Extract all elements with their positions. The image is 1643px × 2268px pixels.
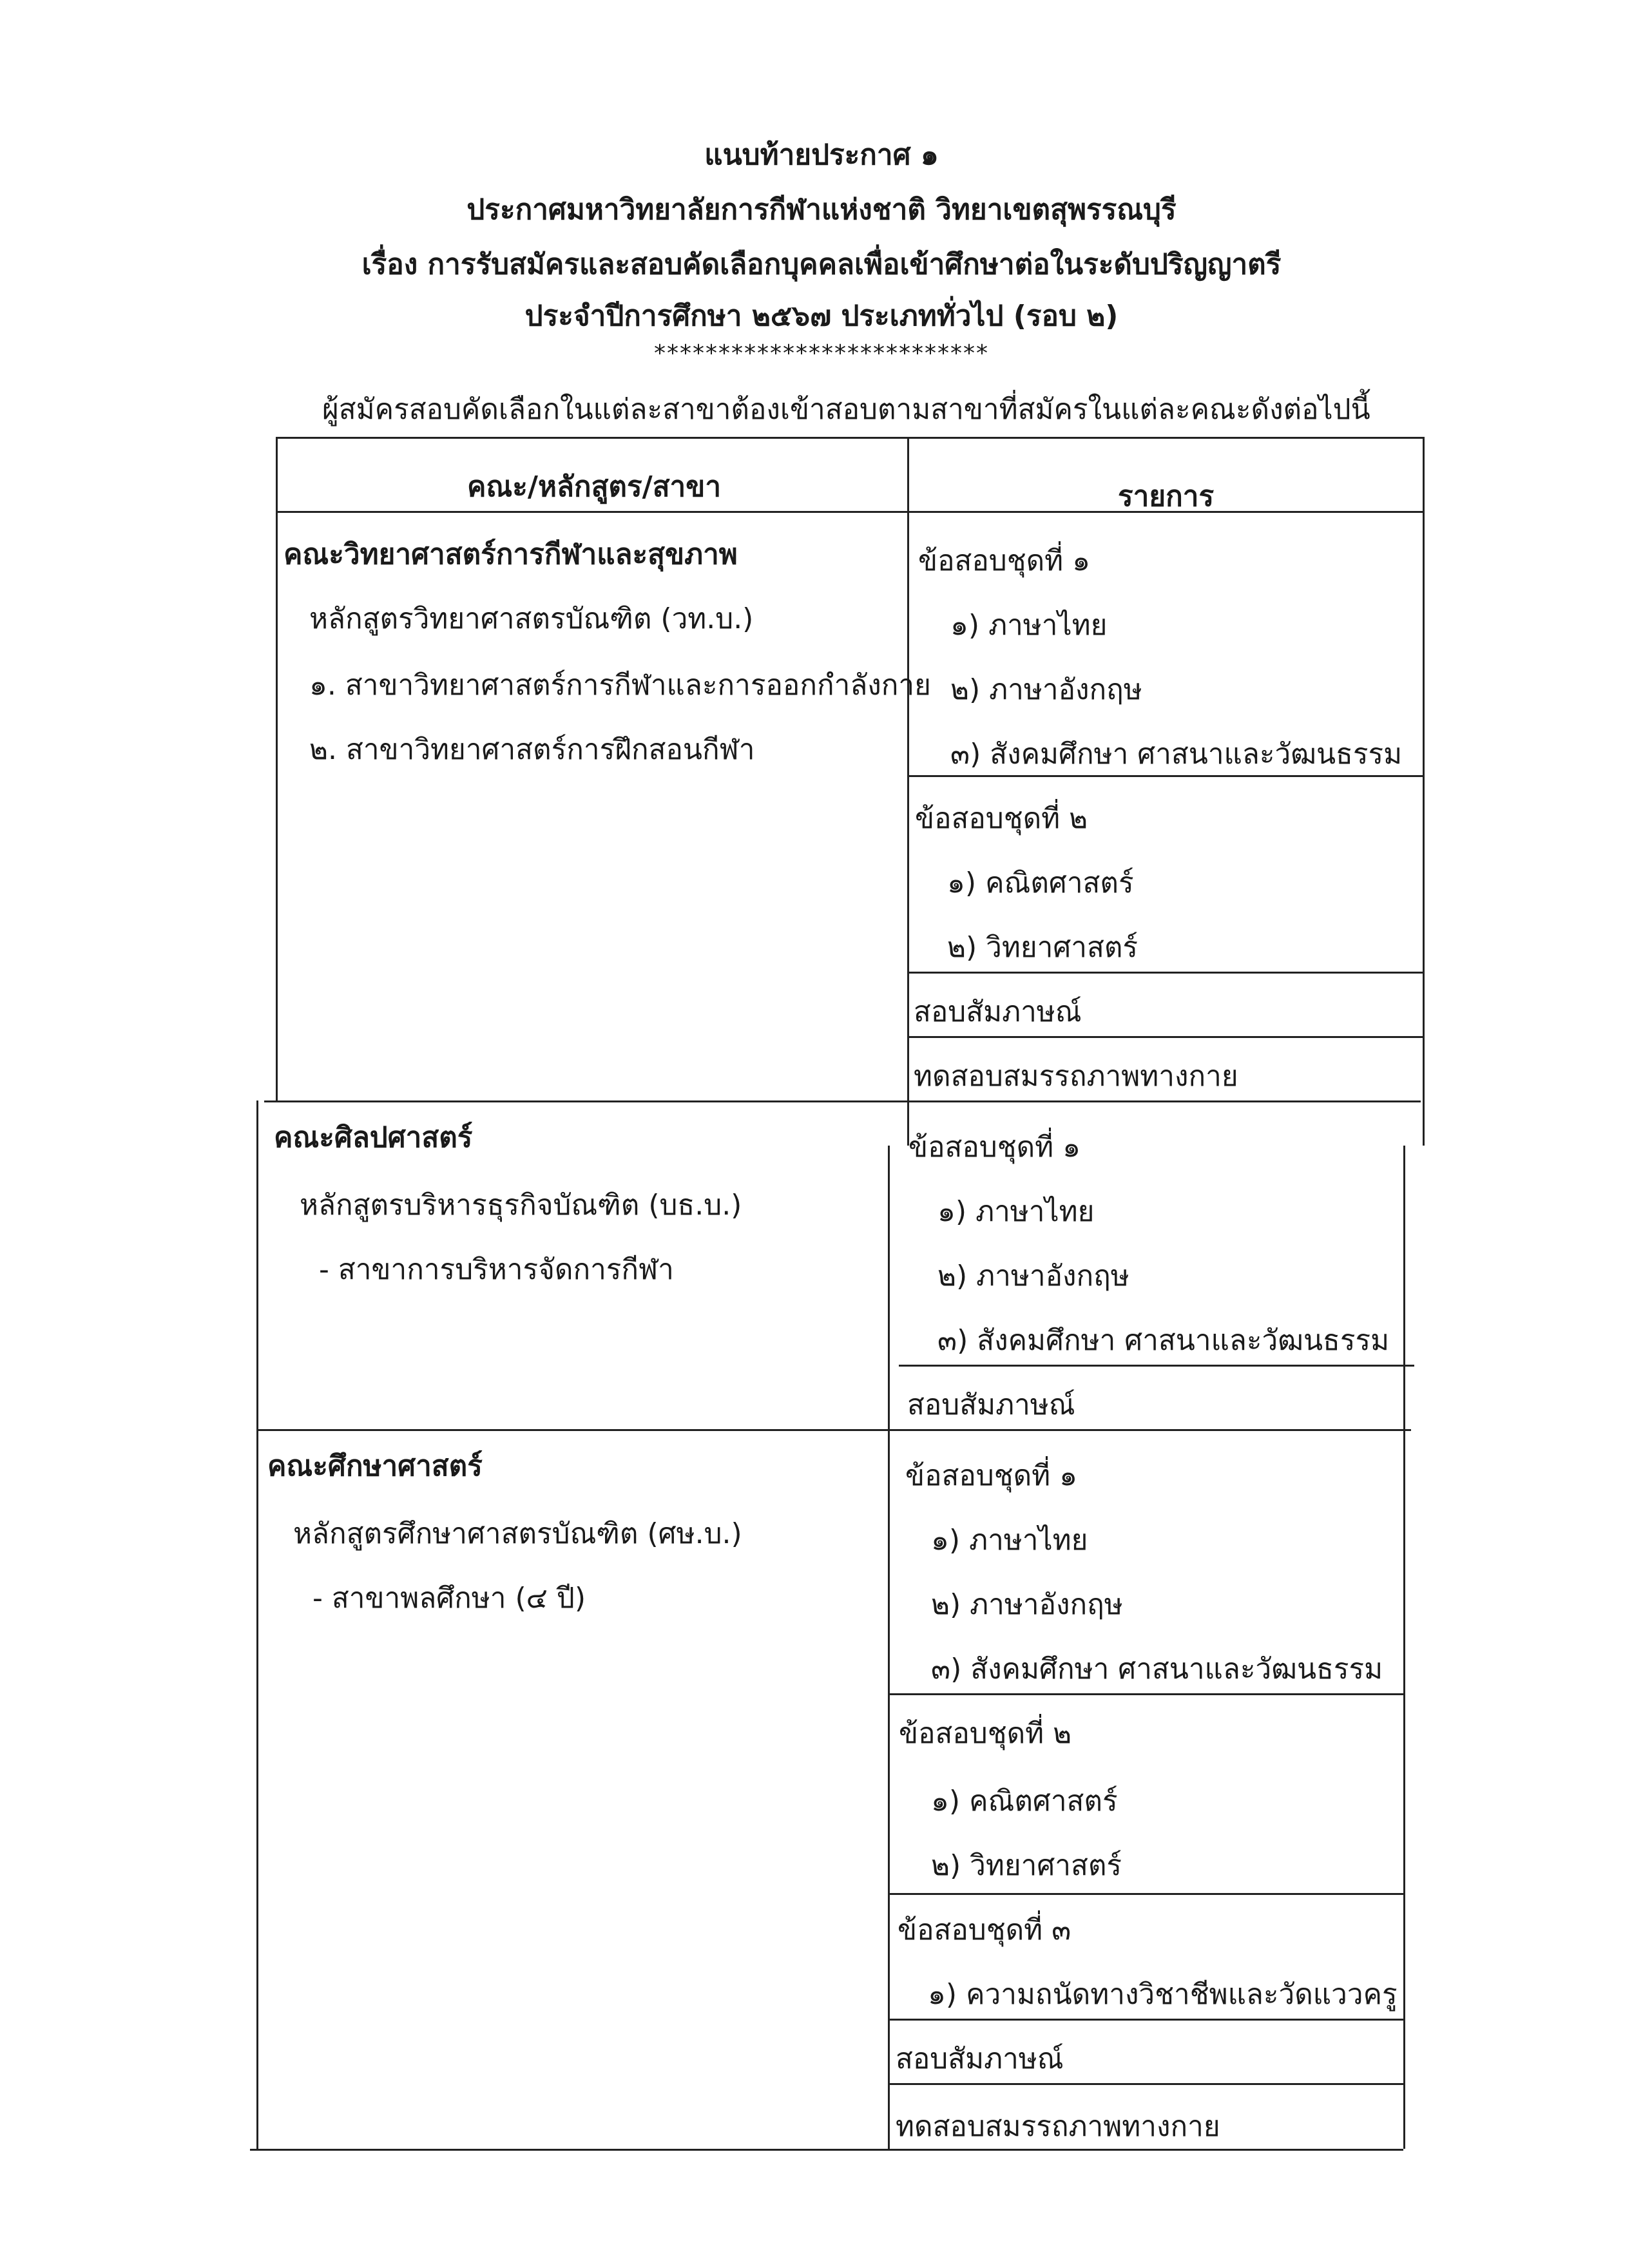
exam-subject: ๒) ภาษาอังกฤษ <box>950 673 1142 706</box>
exam-subject: ๒) ภาษาอังกฤษ <box>937 1260 1129 1293</box>
exam-set-title: ข้อสอบชุดที่ ๓ <box>898 1914 1071 1946</box>
column-divider-2 <box>888 1146 890 2149</box>
item-divider <box>888 2083 1403 2085</box>
table-left-border-2 <box>256 1100 258 2149</box>
faculty-divider-2 <box>258 1429 1411 1431</box>
subject-line: เรื่อง การรับสมัครและสอบคัดเลือกบุคคลเพื่อเข้าศึกษาต่อในระดับปริญญาตรี <box>361 248 1282 281</box>
interview-item: สอบสัมภาษณ์ <box>896 2042 1064 2075</box>
faculty-name: คณะศิลปศาสตร์ <box>274 1121 473 1154</box>
exam-set-title: ข้อสอบชุดที่ ๒ <box>915 802 1088 835</box>
major-item: - สาขาการบริหารจัดการกีฬา <box>319 1253 674 1286</box>
program-name: หลักสูตรบริหารธุรกิจบัณฑิต (บธ.บ.) <box>300 1189 742 1222</box>
exam-subject: ๑) ความถนัดทางวิชาชีพและวัดแววครู <box>928 1978 1398 2011</box>
program-name: หลักสูตรศึกษาศาสตรบัณฑิต (ศษ.บ.) <box>293 1517 742 1550</box>
fitness-test-item: ทดสอบสมรรถภาพทางกาย <box>896 2110 1220 2143</box>
interview-item: สอบสัมภาษณ์ <box>907 1389 1075 1421</box>
exam-subject: ๑) ภาษาไทย <box>931 1524 1088 1557</box>
table-right-border-2 <box>1403 1146 1405 2149</box>
table-right-border-1 <box>1423 437 1425 1146</box>
exam-set-title: ข้อสอบชุดที่ ๑ <box>918 544 1091 577</box>
table-top-border <box>276 437 1423 439</box>
exam-subject: ๒) วิทยาศาสตร์ <box>931 1849 1122 1882</box>
item-divider <box>907 972 1423 974</box>
column-header-faculty: คณะ/หลักสูตร/สาขา <box>467 470 722 503</box>
exam-set-title: ข้อสอบชุดที่ ๒ <box>899 1717 1072 1750</box>
intro-text: ผู้สมัครสอบคัดเลือกในแต่ละสาขาต้องเข้าสอบตามสาขาที่สมัครในแต่ละคณะดังต่อไปนี้ <box>322 393 1370 426</box>
column-header-items: รายการ <box>1118 480 1215 513</box>
header-row-border <box>276 511 1423 513</box>
item-divider <box>899 1365 1414 1367</box>
exam-subject: ๓) สังคมศึกษา ศาสนาและวัฒนธรรม <box>931 1653 1383 1686</box>
separator-stars: ************************** <box>654 340 989 367</box>
major-item: ๒. สาขาวิทยาศาสตร์การฝึกสอนกีฬา <box>309 733 755 766</box>
academic-year-line: ประจำปีการศึกษา ๒๕๖๗ ประเภททั่วไป (รอบ ๒) <box>524 300 1119 332</box>
table-bottom-border <box>250 2149 1403 2151</box>
exam-subject: ๑) ภาษาไทย <box>937 1195 1095 1228</box>
faculty-divider-1 <box>264 1100 1421 1102</box>
table-left-border-1 <box>276 437 278 1100</box>
item-divider <box>888 1893 1403 1895</box>
exam-set-title: ข้อสอบชุดที่ ๑ <box>908 1131 1081 1164</box>
exam-subject: ๓) สังคมศึกษา ศาสนาและวัฒนธรรม <box>950 738 1403 771</box>
exam-subject: ๒) วิทยาศาสตร์ <box>947 931 1139 964</box>
annex-title: แนบท้ายประกาศ ๑ <box>704 139 939 171</box>
fitness-test-item: ทดสอบสมรรถภาพทางกาย <box>914 1060 1238 1093</box>
major-item: ๑. สาขาวิทยาศาสตร์การกีฬาและการออกกำลังกาย <box>309 669 931 702</box>
faculty-name: คณะวิทยาศาสตร์การกีฬาและสุขภาพ <box>283 538 738 571</box>
item-divider <box>907 1036 1423 1038</box>
major-item: - สาขาพลศึกษา (๔ ปี) <box>312 1582 586 1615</box>
interview-item: สอบสัมภาษณ์ <box>914 995 1082 1028</box>
exam-subject: ๑) ภาษาไทย <box>950 609 1108 642</box>
exam-set-title: ข้อสอบชุดที่ ๑ <box>905 1459 1078 1492</box>
exam-subject: ๑) คณิตศาสตร์ <box>947 867 1134 899</box>
exam-subject: ๒) ภาษาอังกฤษ <box>931 1588 1123 1621</box>
column-divider-1 <box>907 437 909 1146</box>
item-divider <box>888 2019 1403 2021</box>
exam-subject: ๑) คณิตศาสตร์ <box>931 1785 1118 1818</box>
faculty-name: คณะศึกษาศาสตร์ <box>267 1450 483 1483</box>
program-name: หลักสูตรวิทยาศาสตรบัณฑิต (วท.บ.) <box>309 602 754 635</box>
announcement-title: ประกาศมหาวิทยาลัยการกีฬาแห่งชาติ วิทยาเขตสุพรรณบุรี <box>466 193 1177 226</box>
item-divider <box>888 1693 1403 1695</box>
exam-subject: ๓) สังคมศึกษา ศาสนาและวัฒนธรรม <box>937 1324 1390 1357</box>
